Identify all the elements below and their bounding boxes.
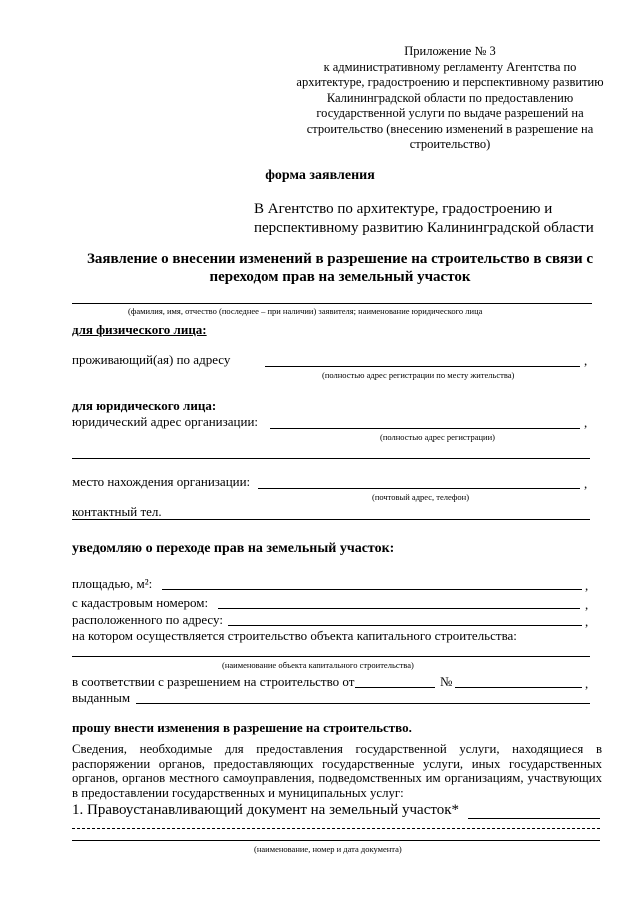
postal-address-hint: (почтовый адрес, телефон) xyxy=(372,492,470,502)
appendix-line-2: к административному регламенту Агентства по xyxy=(323,59,577,74)
appendix-line-4: Калининградской области по предоставлению xyxy=(326,90,574,105)
issued-by-label: выданным xyxy=(72,690,131,705)
permit-number-sign: № xyxy=(440,674,453,689)
residence-address-label: проживающий(ая) по адресу xyxy=(72,352,231,367)
comma: , xyxy=(584,353,588,368)
addressee-line-2: перспективному развитию Калининградской области xyxy=(254,220,594,236)
appendix-header xyxy=(285,44,615,153)
contact-phone-field[interactable] xyxy=(72,519,590,520)
applicant-name-hint: (фамилия, имя, отчество (последнее – при наличии) заявителя; наименование юридического лица xyxy=(128,306,483,316)
appendix-line-5: государственной услуги по выдаче разрешений на xyxy=(316,106,584,120)
request-heading: прошу внести изменения в разрешение на строительство. xyxy=(72,720,412,735)
required-info-paragraph: Сведения, необходимые для предоставления государственной услуги, находящиеся в распоряжении органов, предоставляющих государственные услуги, иных государственных органов, органов местного самоуправления, подведомственных им организациям, участвующих в предоставлении государственных и муниципальных услуг: xyxy=(72,742,602,800)
legal-address-hint: (полностью адрес регистрации) xyxy=(380,432,495,442)
located-address-field[interactable] xyxy=(228,625,582,626)
organization-location-label: место нахождения организации: xyxy=(72,474,251,489)
individual-heading: для физического лица: xyxy=(72,322,207,337)
construction-object-field[interactable] xyxy=(72,656,590,657)
title-document-field-continued-2[interactable] xyxy=(72,840,600,841)
permit-number-field[interactable] xyxy=(455,687,582,688)
appendix-line-1: Приложение № 3 xyxy=(404,44,496,58)
construction-object-hint: (наименование объекта капитального строительства) xyxy=(222,660,414,670)
legal-entity-heading: для юридического лица: xyxy=(72,398,217,413)
organization-location-field[interactable] xyxy=(258,488,580,489)
comma: , xyxy=(585,597,589,612)
form-title: форма заявления xyxy=(265,168,375,183)
permit-date-label: в соответствии с разрешением на строительство от xyxy=(72,674,355,689)
cadastral-number-field[interactable] xyxy=(218,608,580,609)
comma: , xyxy=(584,476,588,491)
title-document-field-continued[interactable] xyxy=(72,828,600,829)
comma: , xyxy=(585,578,589,593)
transfer-heading: уведомляю о переходе прав на земельный участок: xyxy=(72,541,395,556)
title-document-label: 1. Правоустанавливающий документ на земельный участок* xyxy=(72,802,460,818)
application-title-line-2: переходом прав на земельный участок xyxy=(209,269,471,285)
appendix-line-7: строительство) xyxy=(409,137,491,151)
contact-phone-label: контактный тел. xyxy=(72,504,162,519)
cadastral-number-label: с кадастровым номером: xyxy=(72,595,209,610)
legal-address-field-continued[interactable] xyxy=(72,458,590,459)
title-document-field[interactable] xyxy=(468,818,600,819)
comma: , xyxy=(585,676,589,691)
application-title-line-1: Заявление о внесении изменений в разрешение на строительство в связи с xyxy=(86,251,594,267)
appendix-line-3: архитектуре, градостроению и перспективному развитию xyxy=(296,75,604,89)
residence-address-field[interactable] xyxy=(265,366,580,367)
appendix-line-6: строительство (внесению изменений в разрешение на xyxy=(306,121,594,136)
addressee-line-1: В Агентство по архитектуре, градостроению и xyxy=(254,201,553,217)
residence-address-hint: (полностью адрес регистрации по месту жительства) xyxy=(322,370,515,380)
construction-object-label: на котором осуществляется строительство объекта капитального строительства: xyxy=(72,628,517,643)
application-title xyxy=(70,250,610,286)
legal-address-label: юридический адрес организации: xyxy=(72,414,259,429)
located-address-label: расположенного по адресу: xyxy=(72,612,223,627)
area-field[interactable] xyxy=(162,589,582,590)
document-hint: (наименование, номер и дата документа) xyxy=(254,844,402,854)
legal-address-field[interactable] xyxy=(270,428,580,429)
permit-date-field[interactable] xyxy=(355,687,435,688)
comma: , xyxy=(584,415,588,430)
issued-by-field[interactable] xyxy=(136,703,590,704)
comma: , xyxy=(585,614,589,629)
area-label: площадью, м²: xyxy=(72,576,153,591)
addressee-block xyxy=(254,200,614,238)
applicant-name-field[interactable] xyxy=(72,303,592,304)
